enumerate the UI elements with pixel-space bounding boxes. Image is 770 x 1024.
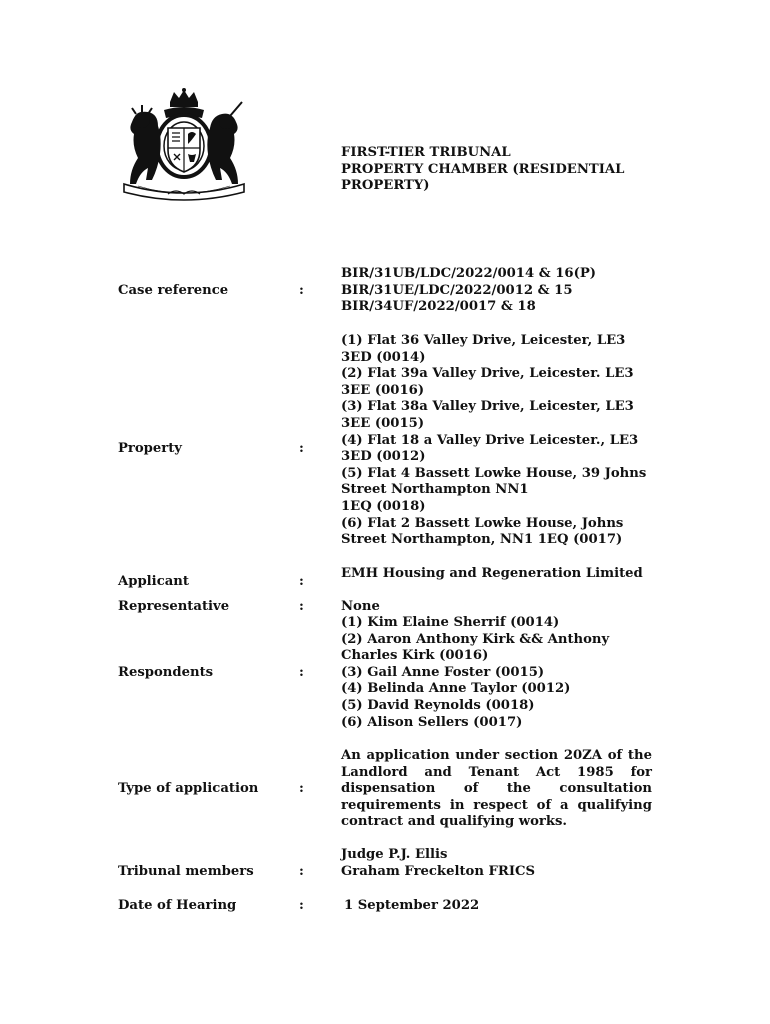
- property-line: (4) Flat 18 a Valley Drive Leicester., LE3: [341, 432, 639, 448]
- tribunal-member: Judge P.J. Ellis: [341, 847, 448, 862]
- tribunal-members-label: Tribunal members: [118, 864, 254, 879]
- case-reference-line: BIR/31UE/LDC/2022/0012 & 15: [341, 282, 573, 298]
- hearing-date: 1 September 2022: [344, 898, 480, 913]
- colon: :: [299, 665, 304, 680]
- royal-coat-of-arms-icon: [118, 88, 250, 206]
- colon: :: [299, 898, 304, 913]
- case-reference-line: BIR/31UB/LDC/2022/0014 & 16(P): [341, 266, 596, 281]
- property-line: 1EQ (0018): [341, 498, 426, 514]
- date-of-hearing-label: Date of Hearing: [118, 898, 237, 913]
- header-line: PROPERTY): [341, 178, 430, 194]
- respondent-line: (1) Kim Elaine Sherrif (0014): [341, 615, 560, 630]
- case-reference-line: BIR/34UF/2022/0017 & 18: [341, 299, 536, 315]
- respondent-line: (2) Aaron Anthony Kirk && Anthony: [341, 631, 610, 647]
- header-line: FIRST-TIER TRIBUNAL: [341, 145, 511, 160]
- property-line: Street Northampton NN1: [341, 482, 529, 498]
- tribunal-member: Graham Freckelton FRICS: [341, 863, 536, 879]
- type-of-application-label: Type of application: [118, 781, 259, 796]
- date-of-hearing-value: [344, 898, 655, 915]
- property-line: Street Northampton, NN1 1EQ (0017): [341, 532, 623, 548]
- respondent-line: (4) Belinda Anne Taylor (0012): [341, 681, 571, 697]
- property-line: (2) Flat 39a Valley Drive, Leicester. LE3: [341, 366, 634, 382]
- case-reference-value: [341, 266, 652, 316]
- colon: :: [299, 599, 304, 614]
- colon: :: [299, 864, 304, 879]
- property-line: 3EE (0016): [341, 382, 425, 398]
- representative-name: None: [341, 599, 380, 614]
- property-label: Property: [118, 441, 182, 456]
- property-line: (1) Flat 36 Valley Drive, Leicester, LE3: [341, 333, 626, 348]
- tribunal-members-value: [341, 847, 652, 880]
- colon: :: [299, 574, 304, 589]
- respondent-line: Charles Kirk (0016): [341, 648, 489, 664]
- applicant-label: Applicant: [118, 574, 189, 589]
- respondent-line: (3) Gail Anne Foster (0015): [341, 664, 545, 680]
- applicant-value: [341, 566, 652, 583]
- property-line: 3EE (0015): [341, 415, 425, 431]
- property-line: (5) Flat 4 Bassett Lowke House, 39 Johns: [341, 465, 647, 481]
- applicant-name: EMH Housing and Regeneration Limited: [341, 566, 643, 581]
- representative-label: Representative: [118, 599, 230, 614]
- property-value: [341, 333, 652, 549]
- case-reference-label: Case reference: [118, 283, 229, 298]
- property-line: 3ED (0014): [341, 349, 426, 365]
- property-line: 3ED (0012): [341, 449, 426, 465]
- representative-value: [341, 599, 652, 616]
- type-of-application-text: An application under section 20ZA of the Landlord and Tenant Act 1985 for dispensation of the consultation requirements in respect of a qualifying contract and qualifying works.: [341, 748, 652, 830]
- colon: :: [299, 781, 304, 796]
- respondent-line: (6) Alison Sellers (0017): [341, 714, 523, 730]
- colon: :: [299, 441, 304, 456]
- property-line: (6) Flat 2 Bassett Lowke House, Johns: [341, 515, 624, 531]
- tribunal-header: [341, 145, 661, 195]
- property-line: (3) Flat 38a Valley Drive, Leicester, LE3: [341, 399, 634, 415]
- respondents-value: [341, 615, 652, 731]
- respondents-label: Respondents: [118, 665, 214, 680]
- header-line: PROPERTY CHAMBER (RESIDENTIAL: [341, 161, 625, 177]
- colon: :: [299, 283, 304, 298]
- respondent-line: (5) David Reynolds (0018): [341, 697, 535, 713]
- type-of-application-value: [341, 748, 652, 831]
